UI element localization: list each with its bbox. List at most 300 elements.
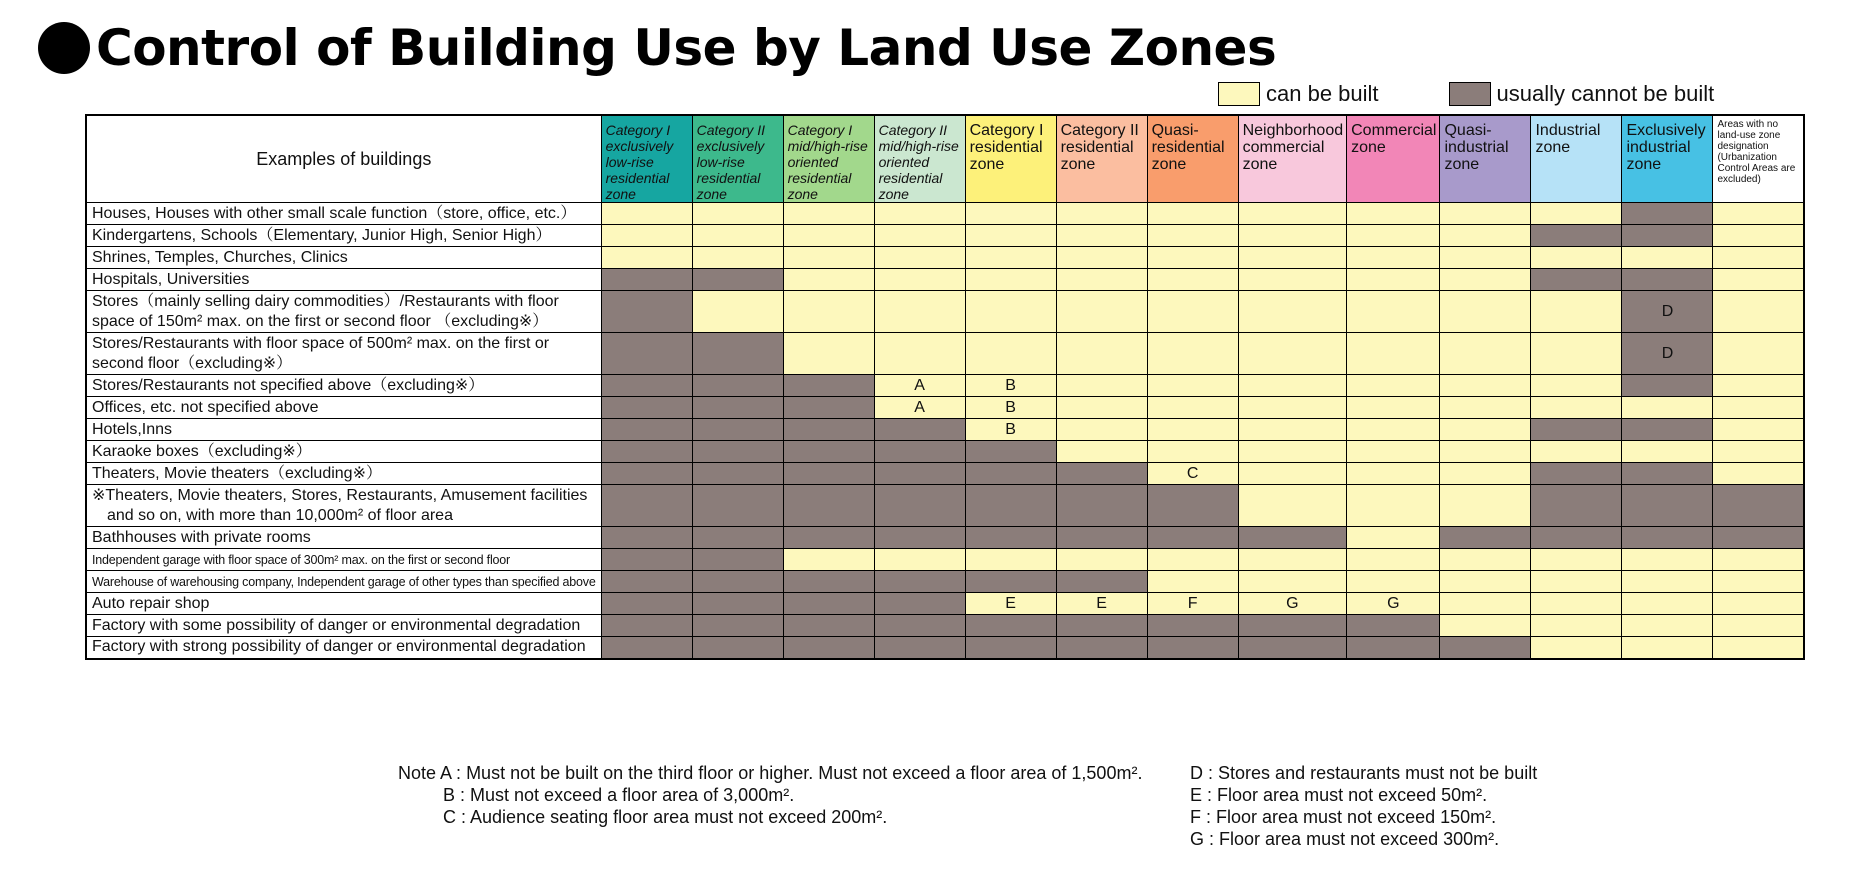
table-cell: [1238, 441, 1347, 463]
table-cell: [1147, 333, 1238, 375]
table-cell: [783, 549, 874, 571]
table-cell: [1713, 485, 1804, 527]
table-cell: [1531, 247, 1622, 269]
zone-header-6: Quasi-residential zone: [1147, 115, 1238, 203]
note-key: B :: [443, 785, 466, 805]
table-cell: [1147, 637, 1238, 659]
table-cell: [1440, 247, 1531, 269]
table-header-row: [86, 115, 1804, 203]
table-cell: [1238, 419, 1347, 441]
table-cell: [783, 397, 874, 419]
table-row: [86, 333, 1804, 375]
zone-header-4: Category I residential zone: [965, 115, 1056, 203]
table-cell: [874, 527, 965, 549]
note-left-1: [398, 784, 1158, 806]
table-cell: [1347, 375, 1440, 397]
table-cell: [1347, 637, 1440, 659]
table-cell: [1238, 571, 1347, 593]
table-cell: [1713, 571, 1804, 593]
table-cell: [1440, 615, 1531, 637]
column-header-examples: Examples of buildings: [86, 115, 601, 203]
table-cell: [1147, 269, 1238, 291]
table-cell: [1440, 203, 1531, 225]
table-cell: [965, 247, 1056, 269]
table-cell: [1713, 527, 1804, 549]
table-cell: [692, 593, 783, 615]
table-row: [86, 615, 1804, 637]
note-text: Floor area must not exceed 50m².: [1217, 785, 1488, 805]
table-cell: [692, 527, 783, 549]
table-cell: [1531, 571, 1622, 593]
row-label: Stores/Restaurants with floor space of 500m² max. on the first or second floor（excluding※）: [86, 333, 601, 375]
table-cell: [692, 571, 783, 593]
table-row: [86, 225, 1804, 247]
table-cell: [1531, 527, 1622, 549]
table-cell: [601, 225, 692, 247]
row-label: Kindergartens, Schools（Elementary, Junior High, Senior High）: [86, 225, 601, 247]
table-cell: [1531, 203, 1622, 225]
table-cell: [1056, 549, 1147, 571]
legend: [1218, 80, 1714, 108]
table-cell: [692, 225, 783, 247]
table-cell: [1238, 549, 1347, 571]
note-key: E :: [1190, 785, 1213, 805]
row-label: Hotels,Inns: [86, 419, 601, 441]
table-cell: [965, 203, 1056, 225]
table-cell: [874, 615, 965, 637]
table-cell: [874, 291, 965, 333]
note-right-2: [1190, 806, 1750, 828]
table-cell: [1347, 419, 1440, 441]
note-left-2: [398, 806, 1158, 828]
note-key: G :: [1190, 829, 1215, 849]
table-cell: [1440, 593, 1531, 615]
table-cell-note-mark: E: [965, 593, 1056, 615]
table-cell: [1622, 549, 1713, 571]
table-cell: [1440, 637, 1531, 659]
table-cell: [874, 247, 965, 269]
table-cell: [1622, 269, 1713, 291]
table-cell: [1622, 637, 1713, 659]
table-cell: [1531, 333, 1622, 375]
table-cell: [1440, 291, 1531, 333]
table-cell: [874, 269, 965, 291]
table-cell: [783, 419, 874, 441]
table-row: [86, 549, 1804, 571]
table-row: [86, 269, 1804, 291]
table-cell: [1147, 549, 1238, 571]
table-cell-note-mark: A: [874, 375, 965, 397]
table-cell: [1147, 375, 1238, 397]
table-cell: [783, 375, 874, 397]
table-cell: [601, 291, 692, 333]
table-cell: [692, 269, 783, 291]
legend-item-can-build: [1218, 81, 1379, 107]
note-right-3: [1190, 828, 1750, 850]
table-cell: [692, 637, 783, 659]
note-text: Stores and restaurants must not be built: [1218, 763, 1538, 783]
table-cell: [1147, 419, 1238, 441]
table-cell: [1440, 419, 1531, 441]
table-cell: [965, 441, 1056, 463]
table-cell: [1713, 247, 1804, 269]
table-cell: [1056, 269, 1147, 291]
table-cell: [1531, 463, 1622, 485]
zone-header-5: Category II residential zone: [1056, 115, 1147, 203]
table-cell: [1531, 375, 1622, 397]
table-cell-note-mark: D: [1622, 333, 1713, 375]
row-label: Factory with strong possibility of danger or environmental degradation: [86, 637, 601, 659]
table-row: [86, 291, 1804, 333]
table-cell-note-mark: F: [1147, 593, 1238, 615]
table-cell: [1713, 615, 1804, 637]
zone-header-2: Category I mid/high-rise oriented residential zone: [783, 115, 874, 203]
table-row: [86, 637, 1804, 659]
row-label: Hospitals, Universities: [86, 269, 601, 291]
row-label: Theaters, Movie theaters（excluding※）: [86, 463, 601, 485]
table-cell: [601, 485, 692, 527]
table-cell: [965, 485, 1056, 527]
row-label: Warehouse of warehousing company, Independent garage of other types than specified above: [86, 571, 601, 593]
table-cell: [965, 225, 1056, 247]
table-cell: [783, 441, 874, 463]
table-cell: [783, 527, 874, 549]
table-cell: [601, 419, 692, 441]
table-cell: [1238, 225, 1347, 247]
table-cell-note-mark: C: [1147, 463, 1238, 485]
row-label: Stores（mainly selling dairy commodities）/Restaurants with floor space of 150m² max. on the first or second floor （excluding※）: [86, 291, 601, 333]
table-cell: [1531, 397, 1622, 419]
table-cell: [1713, 419, 1804, 441]
table-cell: [1531, 615, 1622, 637]
table-cell: [783, 247, 874, 269]
notes-right-column: [1190, 762, 1750, 850]
table-cell: [1056, 375, 1147, 397]
table-cell: [1347, 247, 1440, 269]
table-cell: [1440, 527, 1531, 549]
table-cell: [601, 615, 692, 637]
row-label: Karaoke boxes（excluding※）: [86, 441, 601, 463]
table-row: [86, 593, 1804, 615]
row-label: Stores/Restaurants not specified above（excluding※）: [86, 375, 601, 397]
note-key: F :: [1190, 807, 1211, 827]
table-cell-note-mark: B: [965, 375, 1056, 397]
table-cell: [1440, 441, 1531, 463]
zone-header-3: Category II mid/high-rise oriented residential zone: [874, 115, 965, 203]
table-cell: [783, 615, 874, 637]
table-row: [86, 441, 1804, 463]
table-cell: [1056, 225, 1147, 247]
table-cell: [1531, 549, 1622, 571]
table-cell: [1440, 571, 1531, 593]
table-cell: [1056, 527, 1147, 549]
table-cell: [1347, 291, 1440, 333]
table-cell: [1347, 269, 1440, 291]
legend-label-can-build: can be built: [1266, 81, 1379, 106]
table-cell: [1713, 225, 1804, 247]
table-cell: [1147, 203, 1238, 225]
table-cell-note-mark: A: [874, 397, 965, 419]
table-cell: [1147, 397, 1238, 419]
note-key: Note A :: [398, 763, 462, 783]
table-cell: [1147, 571, 1238, 593]
table-cell: [1531, 441, 1622, 463]
page-title-row: [38, 18, 1276, 78]
table-cell: [601, 527, 692, 549]
table-cell: [783, 291, 874, 333]
table-cell: [1056, 333, 1147, 375]
table-cell: [874, 637, 965, 659]
table-cell: [692, 333, 783, 375]
table-cell: [1531, 593, 1622, 615]
table-row: [86, 485, 1804, 527]
table-cell: [965, 333, 1056, 375]
table-cell: [1622, 397, 1713, 419]
table-cell: [1238, 463, 1347, 485]
table-cell: [692, 485, 783, 527]
zone-header-10: Industrial zone: [1531, 115, 1622, 203]
table-cell: [1622, 571, 1713, 593]
table-cell: [1440, 549, 1531, 571]
note-text: Floor area must not exceed 150m².: [1216, 807, 1497, 827]
zone-header-8: Commercial zone: [1347, 115, 1440, 203]
table-cell: [874, 225, 965, 247]
table-cell: [965, 549, 1056, 571]
table-cell: [1347, 397, 1440, 419]
table-cell: [1147, 441, 1238, 463]
table-cell: [692, 291, 783, 333]
table-cell: [601, 549, 692, 571]
table-cell: [1440, 375, 1531, 397]
table-cell: [783, 203, 874, 225]
table-cell: [783, 269, 874, 291]
table-cell: [1347, 615, 1440, 637]
table-cell: [965, 463, 1056, 485]
table-cell: [1238, 203, 1347, 225]
table-cell: [1238, 397, 1347, 419]
table-cell: [1056, 419, 1147, 441]
table-cell: [1347, 463, 1440, 485]
table-row: [86, 419, 1804, 441]
table-cell: [1147, 247, 1238, 269]
table-row: [86, 375, 1804, 397]
table-cell: [783, 571, 874, 593]
table-cell: [1531, 419, 1622, 441]
table-cell: [1056, 291, 1147, 333]
table-cell: [1713, 441, 1804, 463]
table-cell: [1713, 397, 1804, 419]
table-row: [86, 571, 1804, 593]
table-cell: [1238, 291, 1347, 333]
table-cell: [1238, 247, 1347, 269]
table-cell: [1622, 485, 1713, 527]
table-cell: [1440, 269, 1531, 291]
table-cell: [601, 637, 692, 659]
table-cell: [1713, 333, 1804, 375]
table-cell: [692, 375, 783, 397]
row-label: Offices, etc. not specified above: [86, 397, 601, 419]
zone-header-7: Neighborhood commercial zone: [1238, 115, 1347, 203]
table-cell: [874, 571, 965, 593]
table-cell: [874, 549, 965, 571]
table-cell: [1056, 571, 1147, 593]
table-cell: [965, 527, 1056, 549]
note-key: D :: [1190, 763, 1214, 783]
table-cell: [783, 593, 874, 615]
table-cell: [1147, 527, 1238, 549]
table-cell: [1347, 441, 1440, 463]
table-cell: [1713, 203, 1804, 225]
table-cell: [1713, 593, 1804, 615]
zone-header-0: Category I exclusively low-rise residential zone: [601, 115, 692, 203]
table-cell: [1347, 527, 1440, 549]
table-cell: [1056, 615, 1147, 637]
row-label: ※Theaters, Movie theaters, Stores, Restaurants, Amusement facilities and so on, with more than 10,000m² of floor area: [86, 485, 601, 527]
table-cell: [1713, 549, 1804, 571]
notes-section: [0, 762, 1872, 862]
row-label: Houses, Houses with other small scale function（store, office, etc.）: [86, 203, 601, 225]
table-cell: [1238, 269, 1347, 291]
table-cell: [601, 269, 692, 291]
table-cell-note-mark: E: [1056, 593, 1147, 615]
table-cell: [783, 333, 874, 375]
bullet-dot-icon: [38, 22, 90, 74]
notes-left-column: [398, 762, 1158, 828]
table-cell: [1147, 225, 1238, 247]
table-cell: [1347, 485, 1440, 527]
table-cell-note-mark: D: [1622, 291, 1713, 333]
table-cell: [601, 375, 692, 397]
table-cell: [1347, 549, 1440, 571]
table-cell: [874, 333, 965, 375]
table-cell: [1056, 441, 1147, 463]
table-cell: [692, 247, 783, 269]
table-cell: [1440, 225, 1531, 247]
note-text: Must not be built on the third floor or higher. Must not exceed a floor area of 1,500m².: [466, 763, 1143, 783]
table-cell-note-mark: G: [1238, 593, 1347, 615]
note-right-0: [1190, 762, 1750, 784]
table-cell: [692, 549, 783, 571]
table-cell: [601, 333, 692, 375]
table-cell: [1347, 333, 1440, 375]
table-cell: [783, 463, 874, 485]
table-cell: [1622, 225, 1713, 247]
table-cell: [692, 203, 783, 225]
legend-swatch-can-build: [1218, 82, 1260, 106]
table-cell: [1347, 225, 1440, 247]
table-cell: [1531, 637, 1622, 659]
note-text: Floor area must not exceed 300m².: [1219, 829, 1500, 849]
table-cell: [1056, 203, 1147, 225]
table-cell: [1622, 247, 1713, 269]
table-cell: [1622, 203, 1713, 225]
page-title: Control of Building Use by Land Use Zones: [96, 19, 1277, 77]
zone-header-1: Category II exclusively low-rise residential zone: [692, 115, 783, 203]
legend-label-cannot-build: usually cannot be built: [1496, 81, 1715, 106]
table-cell: [1347, 203, 1440, 225]
table-cell: [1238, 375, 1347, 397]
table-cell: [1531, 269, 1622, 291]
table-cell: [874, 419, 965, 441]
table-cell: [601, 463, 692, 485]
zone-header-11: Exclusively industrial zone: [1622, 115, 1713, 203]
table-row: [86, 463, 1804, 485]
table-cell: [1238, 637, 1347, 659]
table-cell: [1622, 463, 1713, 485]
table-cell: [1622, 375, 1713, 397]
table-cell: [874, 593, 965, 615]
note-text: Audience seating floor area must not exceed 200m².: [470, 807, 888, 827]
table-cell: [1056, 637, 1147, 659]
table-cell: [1622, 615, 1713, 637]
table-cell: [1713, 637, 1804, 659]
note-key: C :: [443, 807, 467, 827]
table-row: [86, 247, 1804, 269]
row-label: Independent garage with floor space of 300m² max. on the first or second floor: [86, 549, 601, 571]
table-cell: [601, 397, 692, 419]
legend-item-cannot-build: [1449, 81, 1715, 107]
table-cell: [1622, 419, 1713, 441]
building-use-table: [85, 114, 1805, 660]
row-label: Bathhouses with private rooms: [86, 527, 601, 549]
table-cell: [965, 571, 1056, 593]
table-cell-note-mark: B: [965, 419, 1056, 441]
table-cell: [783, 225, 874, 247]
table-cell: [1440, 397, 1531, 419]
table-cell: [601, 571, 692, 593]
row-label: Shrines, Temples, Churches, Clinics: [86, 247, 601, 269]
table-cell: [874, 441, 965, 463]
table-cell: [1713, 269, 1804, 291]
zone-header-12: Areas with no land-use zone designation (Urbanization Control Areas are excluded): [1713, 115, 1804, 203]
table-cell: [692, 615, 783, 637]
table-cell: [1622, 527, 1713, 549]
table-cell: [1713, 291, 1804, 333]
table-cell-note-mark: B: [965, 397, 1056, 419]
table-cell: [1531, 225, 1622, 247]
row-label: Auto repair shop: [86, 593, 601, 615]
table-cell: [601, 203, 692, 225]
table-cell: [1347, 571, 1440, 593]
note-text: Must not exceed a floor area of 3,000m².: [470, 785, 795, 805]
note-right-1: [1190, 784, 1750, 806]
table-cell: [1238, 527, 1347, 549]
table-cell: [1238, 485, 1347, 527]
table-cell-note-mark: G: [1347, 593, 1440, 615]
note-left-0: [398, 762, 1218, 784]
table-cell: [601, 441, 692, 463]
table-cell: [965, 615, 1056, 637]
table-cell: [692, 463, 783, 485]
table-cell: [1440, 463, 1531, 485]
table-cell: [1531, 485, 1622, 527]
row-label: Factory with some possibility of danger or environmental degradation: [86, 615, 601, 637]
table-cell: [965, 291, 1056, 333]
table-cell: [783, 485, 874, 527]
table-cell: [1056, 397, 1147, 419]
table-cell: [1440, 333, 1531, 375]
table-cell: [1622, 593, 1713, 615]
table-cell: [1056, 463, 1147, 485]
table-cell: [692, 419, 783, 441]
table-cell: [874, 485, 965, 527]
table-cell: [965, 269, 1056, 291]
table-cell: [1713, 375, 1804, 397]
table-row: [86, 397, 1804, 419]
table-cell: [1147, 485, 1238, 527]
table-cell: [1056, 247, 1147, 269]
table-cell: [1713, 463, 1804, 485]
